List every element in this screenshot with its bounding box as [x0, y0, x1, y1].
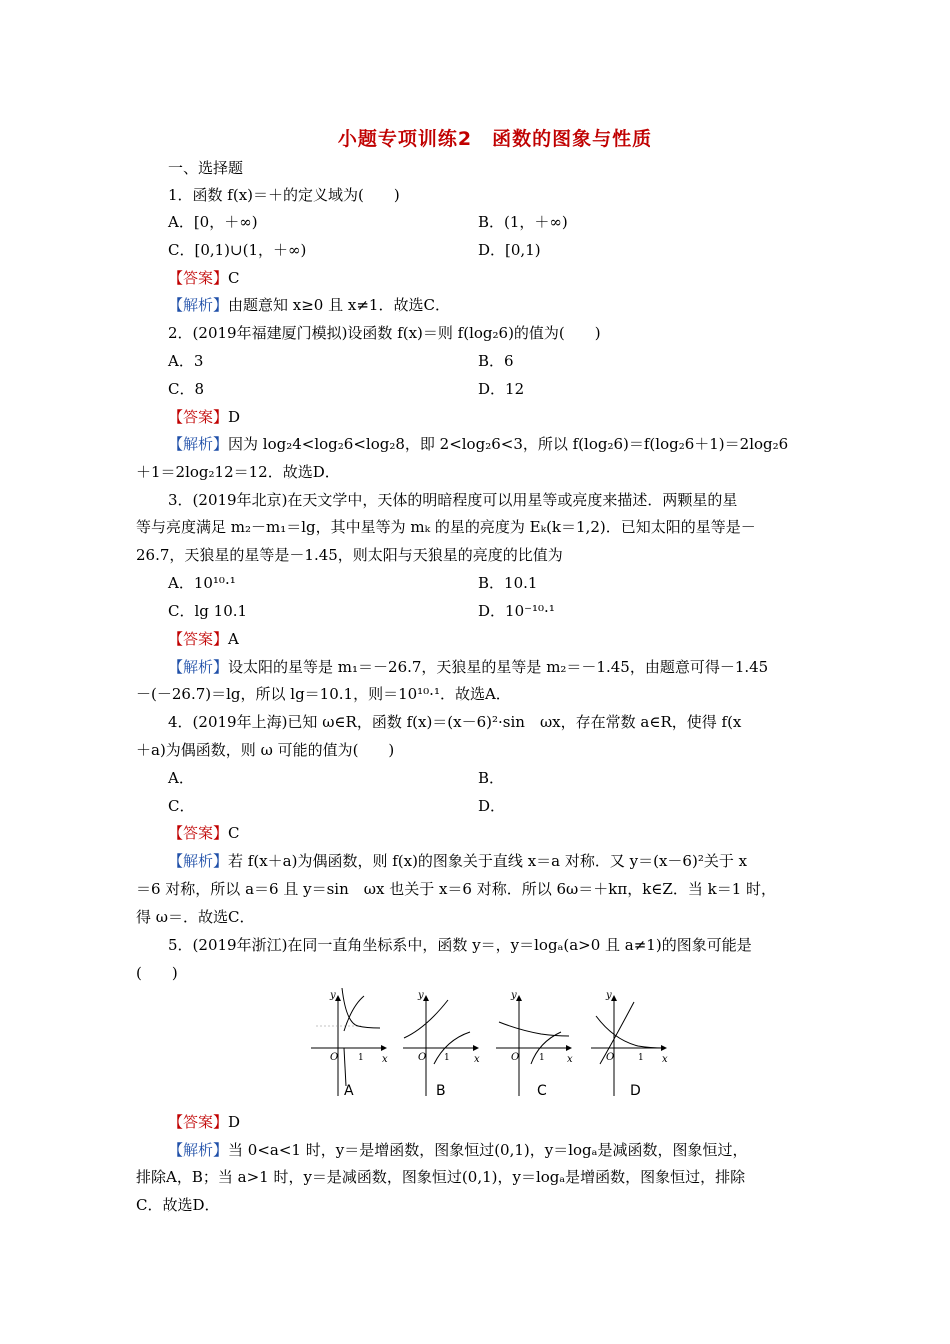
q5-answer-value: D [228, 1113, 241, 1131]
graph-c-x: x [567, 1054, 573, 1065]
q3-option-b: B．10.1 [478, 574, 538, 592]
section-heading: 一、选择题 [168, 159, 244, 177]
answer-tag: 【答案】 [168, 269, 229, 287]
q3-explanation [168, 657, 768, 677]
graph-d-y: y [606, 990, 612, 1001]
q4-stem-1: 4．(2019年上海)已知 ω∈R，函数 f(x)＝(x－6)²·sin ωx，存在常数 a∈R，使得 f(x [168, 713, 742, 731]
graph-b [403, 990, 480, 1096]
q3-option-c: C．lg 10.1 [168, 602, 248, 620]
graph-label-b: B [436, 1083, 446, 1099]
q3-stem-3: 26.7，天狼星的星等是－1.45，则太阳与天狼星的亮度的比值为 [136, 546, 563, 564]
q1-explain-text: 由题意知 x≥0 且 x≠1．故选C． [228, 296, 450, 314]
graph-d [591, 990, 668, 1096]
q4-explain-text: 若 f(x＋a)为偶函数，则 f(x)的图象关于直线 x＝a 对称．又 y＝(x－6)²关于 x [228, 852, 748, 870]
q5-stem-1: 5．(2019年浙江)在同一直角坐标系中，函数 y＝，y＝logₐ(a>0 且 a≠1)的图象可能是 [168, 936, 752, 954]
q5-answer [168, 1112, 240, 1132]
q2-stem: 2．(2019年福建厦门模拟)设函数 f(x)＝则 f(log₂6)的值为( ) [168, 324, 601, 342]
graph-label-d: D [630, 1083, 641, 1099]
q4-explanation [168, 851, 747, 871]
q2-option-b: B．6 [478, 352, 514, 370]
graph-d-tick: 1 [638, 1053, 644, 1063]
page-title: 小题专项训练2 函数的图象与性质 [337, 128, 653, 150]
answer-tag: 【答案】 [168, 824, 229, 842]
graph-a-o: O [330, 1052, 339, 1063]
q3-explain-text: 设太阳的星等是 m₁＝－26.7，天狼星的星等是 m₂＝－1.45，由题意可得－1.45 [228, 658, 769, 676]
graph-b-y: y [418, 990, 424, 1001]
q4-answer-value: C [228, 824, 240, 842]
q3-option-d: D．10⁻¹⁰·¹ [478, 602, 555, 620]
q4-explain-cont-2: 得 ω＝．故选C． [136, 908, 255, 926]
q4-explain-cont-1: ＝6 对称，所以 a＝6 且 y＝sin ωx 也关于 x＝6 对称．所以 6ω＝＋kπ，k∈Z．当 k＝1 时， [136, 880, 777, 898]
q4-stem-2: ＋a)为偶函数，则 ω 可能的值为( ) [136, 741, 395, 759]
q1-answer [168, 268, 240, 288]
graph-b-tick: 1 [444, 1053, 450, 1063]
graph-c-o: O [511, 1052, 520, 1063]
graph-label-c: C [537, 1083, 547, 1099]
q5-explain-cont-2: C．故选D． [136, 1196, 220, 1214]
graph-b-o: O [418, 1052, 427, 1063]
answer-tag: 【答案】 [168, 1113, 229, 1131]
explain-tag: 【解析】 [168, 296, 229, 314]
q2-answer-value: D [228, 408, 241, 426]
q5-explanation [168, 1140, 747, 1160]
graph-a-x: x [382, 1054, 388, 1065]
graph-c-y: y [511, 990, 517, 1001]
q1-option-c: C．[0,1)∪(1，＋∞) [168, 241, 307, 259]
graph-c-tick: 1 [539, 1053, 545, 1063]
q1-stem: 1．函数 f(x)＝＋的定义域为( ) [168, 186, 400, 204]
q1-option-b: B．(1，＋∞) [478, 213, 568, 231]
q5-explain-text: 当 0<a<1 时，y＝是增函数，图象恒过(0,1)，y＝logₐ是减函数，图象恒过， [228, 1141, 748, 1159]
q2-option-a: A．3 [168, 352, 204, 370]
q1-answer-value: C [228, 269, 240, 287]
q1-option-d: D．[0,1) [478, 241, 541, 259]
q2-option-c: C．8 [168, 380, 205, 398]
q4-option-b: B． [478, 769, 505, 787]
q3-stem-1: 3．(2019年北京)在天文学中，天体的明暗程度可以用星等或亮度来描述．两颗星的星 [168, 491, 738, 509]
explain-tag: 【解析】 [168, 658, 229, 676]
q4-option-d: D． [478, 797, 506, 815]
q4-option-c: C． [168, 797, 195, 815]
answer-tag: 【答案】 [168, 630, 229, 648]
q3-option-a: A．10¹⁰·¹ [168, 574, 236, 592]
q2-explain-text: 因为 log₂4<log₂6<log₂8，即 2<log₂6<3，所以 f(log₂6)＝f(log₂6＋1)＝2log₂6 [228, 435, 789, 453]
q2-answer [168, 407, 240, 427]
q4-option-a: A． [168, 769, 194, 787]
answer-tag: 【答案】 [168, 408, 229, 426]
q4-answer [168, 823, 240, 843]
q3-answer-value: A [228, 630, 239, 648]
graph-a [311, 988, 388, 1096]
q1-explanation [168, 295, 450, 315]
q5-graph-options [306, 986, 676, 1106]
graph-a-tick: 1 [358, 1053, 364, 1063]
q2-explain-cont: ＋1＝2log₂12＝12．故选D． [136, 463, 340, 481]
graph-d-o: O [606, 1052, 615, 1063]
q5-explain-cont-1: 排除A，B；当 a>1 时，y＝是减函数，图象恒过(0,1)，y＝logₐ是增函数，图象恒过，排除 [136, 1168, 746, 1186]
graph-c [496, 990, 573, 1096]
explain-tag: 【解析】 [168, 1141, 229, 1159]
graph-label-a: A [344, 1083, 354, 1099]
q3-explain-cont: －(－26.7)＝lg，所以 lg＝10.1，则＝10¹⁰·¹．故选A． [136, 685, 511, 703]
graph-d-x: x [662, 1054, 668, 1065]
q5-stem-2: ( ) [136, 964, 178, 982]
explain-tag: 【解析】 [168, 435, 229, 453]
q3-stem-2: 等与亮度满足 m₂－m₁＝lg，其中星等为 mₖ 的星的亮度为 Eₖ(k＝1,2)．已知太阳的星等是－ [136, 518, 756, 536]
graph-a-y: y [330, 990, 336, 1001]
q2-explanation [168, 434, 788, 454]
explain-tag: 【解析】 [168, 852, 229, 870]
graph-b-x: x [474, 1054, 480, 1065]
q1-option-a: A．[0，＋∞) [168, 213, 258, 231]
q3-answer [168, 629, 239, 649]
q2-option-d: D．12 [478, 380, 525, 398]
